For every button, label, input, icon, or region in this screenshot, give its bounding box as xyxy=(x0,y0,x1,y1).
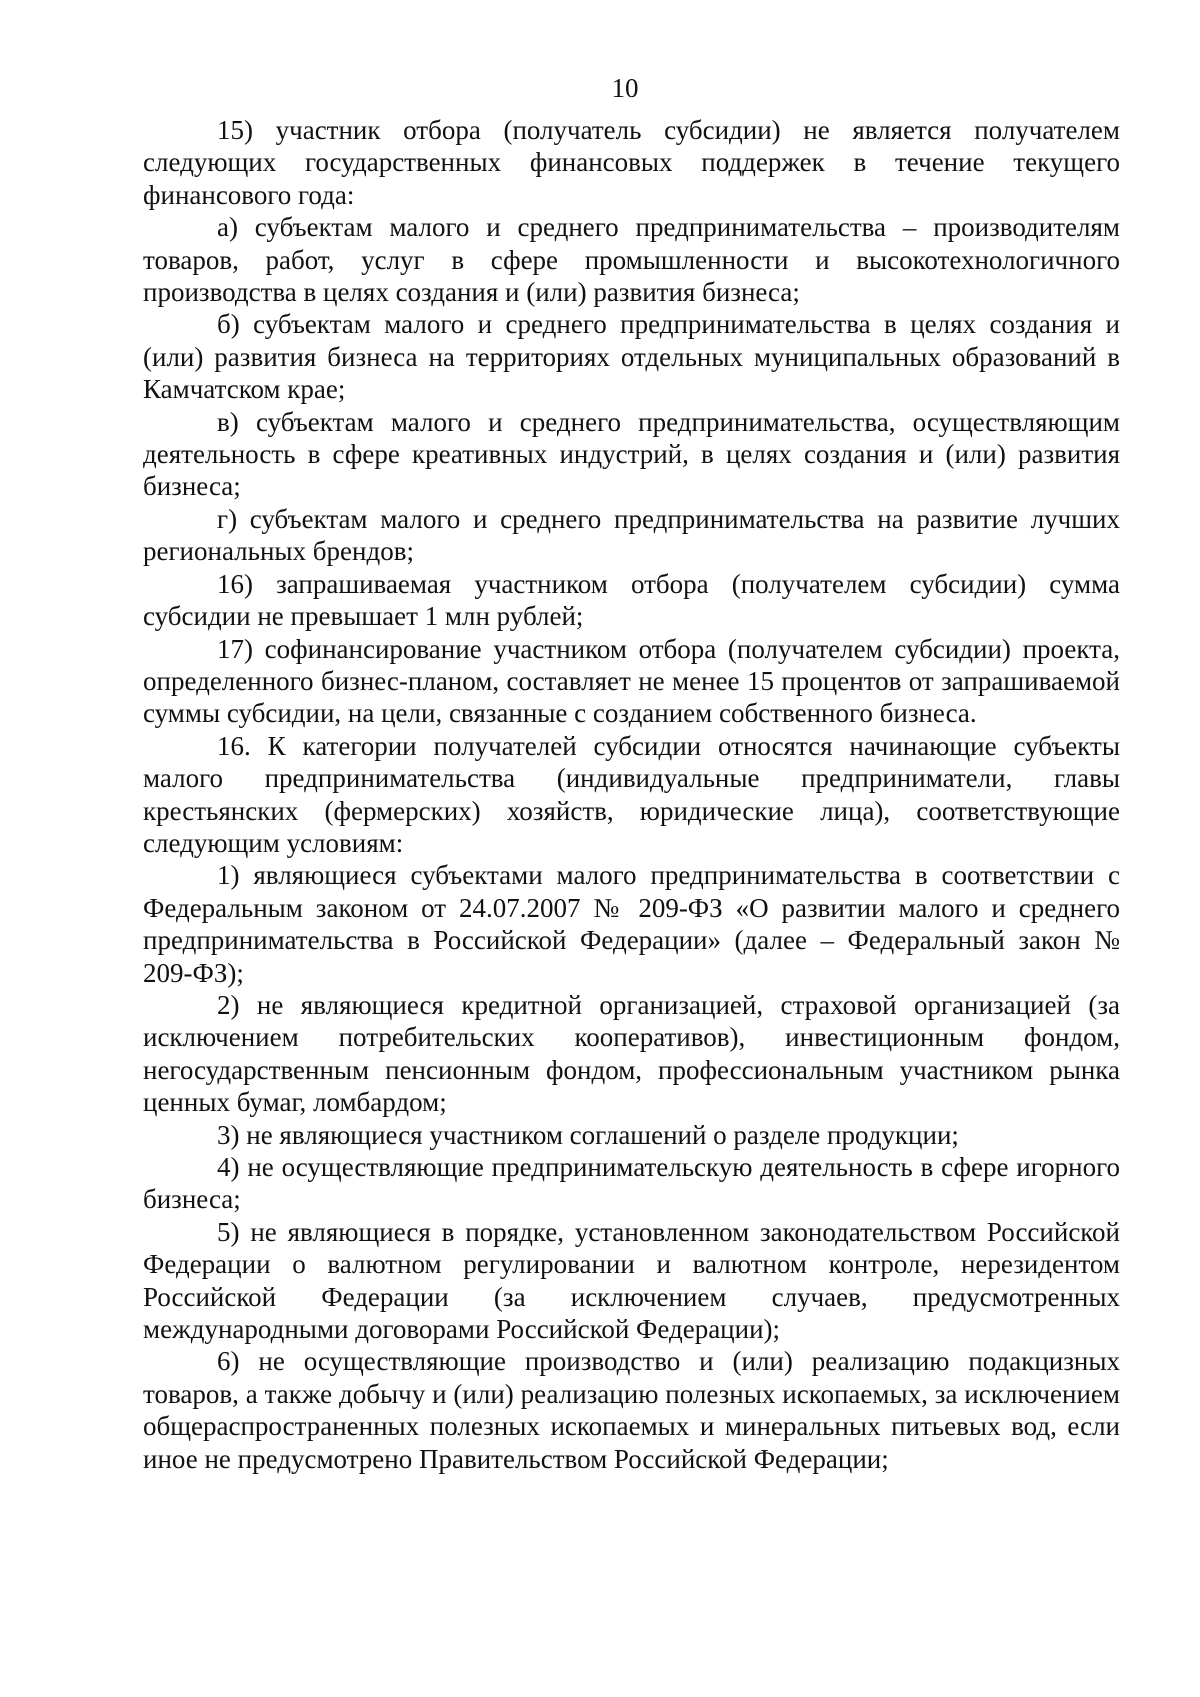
document-body xyxy=(143,114,1120,1475)
paragraph-condition-4: 4) не осуществляющие предпринимательскую деятельность в сфере игорного бизнеса; xyxy=(143,1152,1120,1215)
paragraph-condition-5: 5) не являющиеся в порядке, установленном законодательством Российской Федерации о валютном регулировании и валютном контроле, нерезидентом Российской Федерации (за исключением случаев, предусмотренных международными договорами Российской Федерации); xyxy=(143,1216,1120,1345)
paragraph-subitem-g: г) субъектам малого и среднего предпринимательства на развитие лучших региональных брендов; xyxy=(143,503,1120,567)
paragraph-subitem-b: б) субъектам малого и среднего предпринимательства в целях создания и (или) развития бизнеса на территориях отдельных муниципальных образований в Камчатском крае; xyxy=(143,309,1120,405)
paragraph-section-16: 16. К категории получателей субсидии относятся начинающие субъекты малого предпринимательства (индивидуальные предприниматели, главы крестьянских (фермерских) хозяйств, юридические лица), соответствующие следующим условиям: xyxy=(143,730,1120,858)
paragraph-item-16: 16) запрашиваемая участником отбора (получателем субсидии) сумма субсидии не превышает 1 млн рублей; xyxy=(143,568,1120,632)
page-number: 10 xyxy=(611,73,639,103)
paragraph-subitem-v: в) субъектам малого и среднего предпринимательства, осуществляющим деятельность в сфере креативных индустрий, в целях создания и (или) развития бизнеса; xyxy=(143,406,1120,502)
paragraph-item-17: 17) софинансирование участником отбора (получателем субсидии) проекта, определенного бизнес-планом, составляет не менее 15 процентов от запрашиваемой суммы субсидии, на цели, связанные с созданием собственного бизнеса. xyxy=(143,633,1120,729)
paragraph-condition-6: 6) не осуществляющие производство и (или) реализацию подакцизных товаров, а также добычу и (или) реализацию полезных ископаемых, за исключением общераспространенных полезных ископаемых и минеральных питьевых вод, если иное не предусмотрено Правительством Российской Федерации; xyxy=(143,1346,1120,1474)
paragraph-item-15: 15) участник отбора (получатель субсидии) не является получателем следующих государственных финансовых поддержек в течение текущего финансового года: xyxy=(143,115,1120,210)
paragraph-subitem-a: а) субъектам малого и среднего предпринимательства – производителям товаров, работ, услуг в сфере промышленности и высокотехнологичного производства в целях создания и (или) развития бизнеса; xyxy=(143,212,1120,308)
paragraph-condition-1: 1) являющиеся субъектами малого предпринимательства в соответствии с Федеральным законом от 24.07.2007 № 209-ФЗ «О развитии малого и среднего предпринимательства в Российской Федерации» (далее – Федеральный закон № 209-ФЗ); xyxy=(143,860,1120,988)
paragraph-condition-3: 3) не являющиеся участником соглашений о разделе продукции; xyxy=(217,1119,959,1150)
paragraph-condition-2: 2) не являющиеся кредитной организацией, страховой организацией (за исключением потребительских кооперативов), инвестиционным фондом, негосударственным пенсионным фондом, профессиональным участником рынка ценных бумаг, ломбардом; xyxy=(143,989,1120,1118)
